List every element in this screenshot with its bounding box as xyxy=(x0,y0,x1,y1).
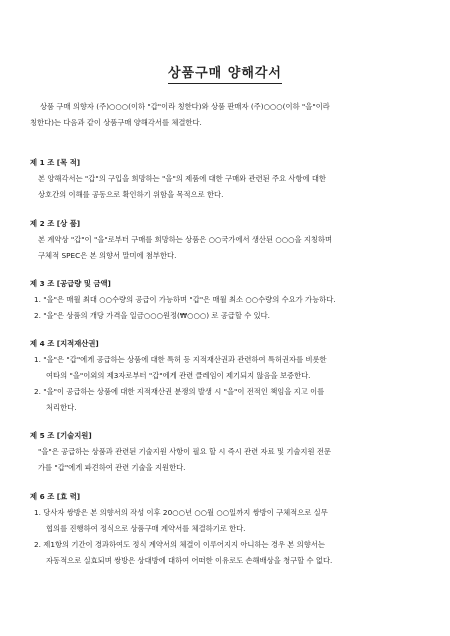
article-3-line-1: 1. "을"은 매월 최대 ○○수량의 공급이 가능하며 "갑"은 매월 최소 ○○수량의 수요가 가능하다. xyxy=(34,295,336,304)
document-title: 상품구매 양해각서 xyxy=(0,62,450,81)
intro-line-2: 칭한다)는 다음과 같이 상품구매 양해각서를 체결한다. xyxy=(30,118,202,127)
article-4-line-1: 1. "을"은 "갑"에게 공급하는 상품에 대한 특허 등 지적재산권과 관련하여 특허권자를 비롯한 xyxy=(34,355,327,364)
article-6-line-4: 자동적으로 실효되며 쌍방은 상대방에 대하여 어떠한 이유로도 손해배상을 청구할 수 없다. xyxy=(46,556,333,565)
article-5-line-1: "을"은 공급하는 상품과 관련된 기술지원 사항이 필요 할 시 즉시 관련 자료 및 기술지원 전문 xyxy=(38,447,331,456)
article-1-line-1: 본 양해각서는 "갑"의 구입을 희망하는 "을"의 제품에 대한 구매와 관련된 주요 사항에 대한 xyxy=(38,174,326,183)
article-5-heading: 제 5 조 [기술지원] xyxy=(30,431,92,440)
intro-line-1: 상품 구매 의향자 (주)○○○(이하 "갑"이라 칭한다)와 상품 판매자 (주)○○○(이하 "을"이라 xyxy=(40,102,330,111)
article-4-heading: 제 4 조 [지적재산권] xyxy=(30,339,99,348)
article-2-line-1: 본 계약상 "갑"이 "을"로부터 구매를 희망하는 상품은 ○○국가에서 생산된 ○○○을 지칭하며 xyxy=(38,235,333,244)
article-4-line-2: 여타의 "을"이외의 제3자로부터 "갑"에게 관련 클레임이 제기되지 않음을 보증한다. xyxy=(46,371,311,380)
article-6-line-2: 협의를 진행하여 정식으로 상품구매 계약서를 체결하기로 한다. xyxy=(46,524,246,533)
article-1-heading: 제 1 조 [목 적] xyxy=(30,158,81,167)
article-5-line-2: 가를 "갑"에게 파견하여 관련 기술을 지원한다. xyxy=(38,463,186,472)
article-4-line-4: 처리한다. xyxy=(46,403,77,412)
article-3-line-2: 2. "을"은 상품의 개당 가격을 일금○○○원정(₩○○○) 로 공급할 수 있다. xyxy=(34,311,271,320)
article-4-line-3: 2. "을"이 공급하는 상품에 대한 지적재산권 분쟁의 발생 시 "을"이 전적인 책임을 지고 이를 xyxy=(34,387,325,396)
article-6-line-3: 2. 제1항의 기간이 경과하여도 정식 계약서의 체결이 이루어지지 아니하는 경우 본 의향서는 xyxy=(34,540,325,549)
article-6-heading: 제 6 조 [효 력] xyxy=(30,492,81,501)
article-1-line-2: 상호간의 이해를 공동으로 확인하기 위함을 목적으로 한다. xyxy=(38,190,224,199)
article-2-line-2: 구체적 SPEC은 본 의향서 말미에 첨부한다. xyxy=(38,251,177,260)
article-2-heading: 제 2 조 [상 품] xyxy=(30,219,81,228)
article-3-heading: 제 3 조 [공급량 및 금액] xyxy=(30,279,111,288)
article-6-line-1: 1. 당사자 쌍방은 본 의향서의 작성 이후 20○○년 ○○월 ○○일까지 쌍방이 구체적으로 실무 xyxy=(34,508,328,517)
